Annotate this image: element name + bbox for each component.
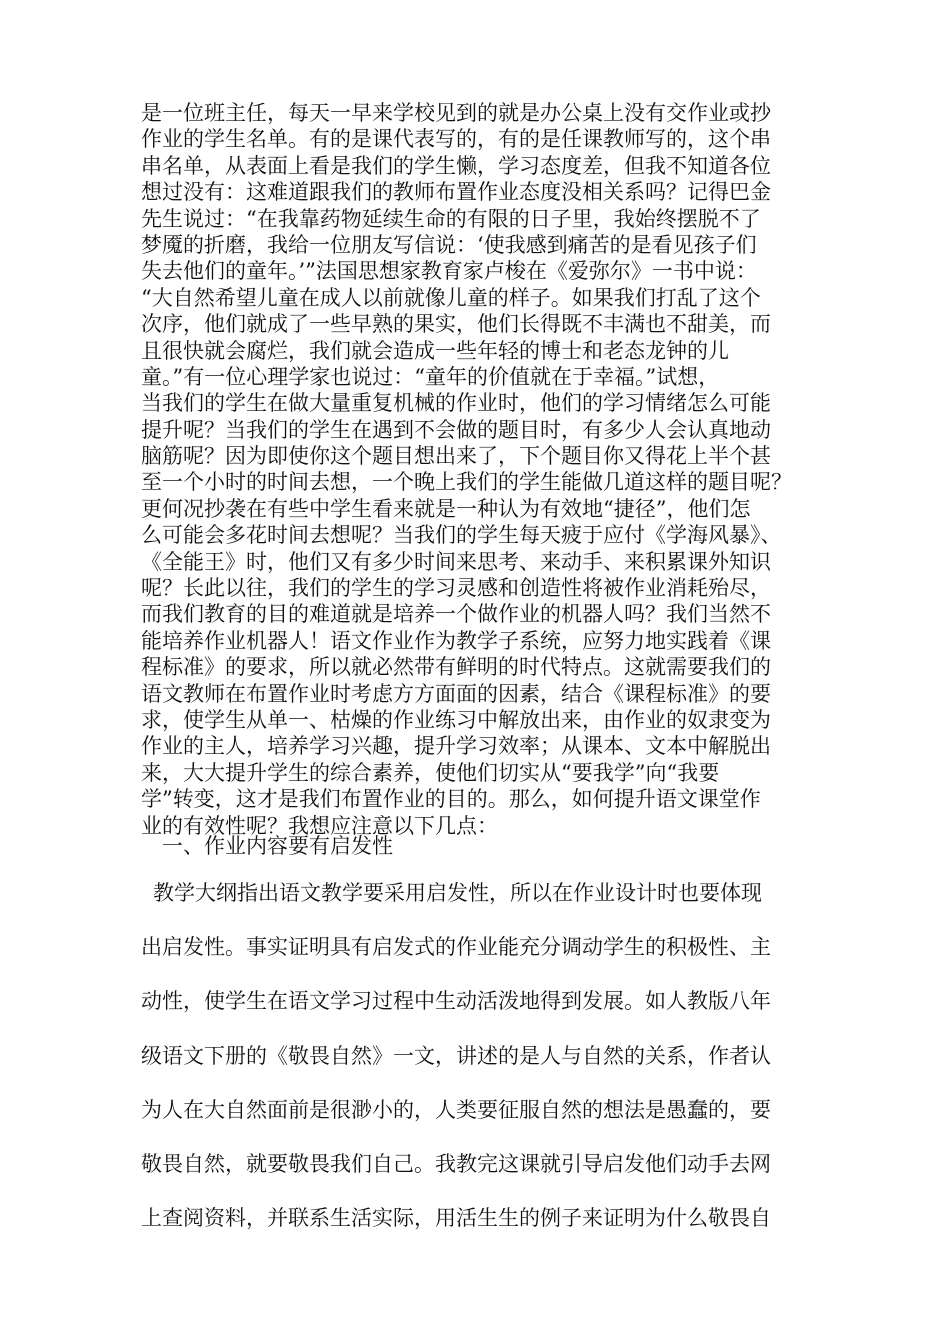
text-line: 想过没有：这难道跟我们的教师布置作业态度没相关系吗？记得巴金 [141,180,771,205]
text-line: 级语文下册的《敬畏自然》一文，讲述的是人与自然的关系，作者认 [141,1043,771,1068]
text-line: 梦魇的折磨，我给一位朋友写信说：‘使我感到痛苦的是看见孩子们 [141,232,757,257]
text-line: 上查阅资料，并联系生活实际，用活生生的例子来证明为什么敬畏自 [141,1206,771,1231]
paragraph-1 [141,100,831,839]
text-line: 业的有效性呢？我想应注意以下几点： [141,813,498,838]
text-line: 能培养作业机器人！语文作业作为教学子系统，应努力地实践着《课 [141,628,771,653]
text-line: 学”转变，这才是我们布置作业的目的。那么，如何提升语文课堂作 [141,787,761,812]
text-line: 为人在大自然面前是很渺小的，人类要征服自然的想法是愚蠢的，要 [141,1097,771,1122]
text-line: 提升呢？当我们的学生在遇到不会做的题目时，有多少人会认真地动 [141,417,771,442]
text-line: 失去他们的童年。’”法国思想家教育家卢梭在《爱弥尔》一书中说： [141,259,757,284]
text-line: 作业的学生名单。有的是课代表写的，有的是任课教师写的，这个串 [141,127,771,152]
text-line: 作业的主人，培养学习兴趣，提升学习效率；从课本、文本中解脱出 [141,734,771,759]
text-line: 当我们的学生在做大量重复机械的作业时，他们的学习情绪怎么可能 [141,391,771,416]
paragraph-2 [141,880,831,1259]
text-line: 串名单，从表面上看是我们的学生懒，学习态度差，但我不知道各位 [141,153,771,178]
text-line: 且很快就会腐烂，我们就会造成一些年轻的博士和老态龙钟的儿 [141,338,729,363]
text-line: 求，使学生从单一、枯燥的作业练习中解放出来，由作业的奴隶变为 [141,707,771,732]
text-line: 先生说过：“在我靠药物延续生命的有限的日子里，我始终摆脱不了 [141,206,761,231]
text-line: 《全能王》时，他们又有多少时间来思考、来动手、来积累课外知识 [141,549,771,574]
text-line: 教学大纲指出语文教学要采用启发性，所以在作业设计时也要体现 [153,881,762,905]
text-line: 动性，使学生在语文学习过程中生动活泼地得到发展。如人教版八年 [141,989,771,1014]
text-line: 程标准》的要求，所以就必然带有鲜明的时代特点。这就需要我们的 [141,655,771,680]
text-line: “大自然希望儿童在成人以前就像儿童的样子。如果我们打乱了这个 [141,285,761,310]
text-line: 语文教师在布置作业时考虑方方面面的因素，结合《课程标准》的要 [141,681,771,706]
text-line: 童。”有一位心理学家也说过：“童年的价值就在于幸福。”试想， [141,364,720,389]
text-line: 么可能会多花时间去想呢？当我们的学生每天疲于应付《学海风暴》、 [141,523,782,548]
text-line: 至一个小时的时间去想，一个晚上我们的学生能做几道这样的题目呢？ [141,470,792,495]
text-line: 呢？长此以往，我们的学生的学习灵感和创造性将被作业消耗殆尽， [141,576,771,601]
text-line: 来，大大提升学生的综合素养，使他们切实从“要我学”向“我要 [141,760,720,785]
text-line: 敬畏自然，就要敬畏我们自己。我教完这课就引导启发他们动手去网 [141,1151,771,1176]
section-heading: 一、作业内容要有启发性 [162,834,393,858]
text-line: 是一位班主任，每天一早来学校见到的就是办公桌上没有交作业或抄 [141,101,771,125]
text-line: 更何况抄袭在有些中学生看来就是一种认为有效地“捷径”，他们怎 [141,496,751,521]
text-line: 脑筋呢？因为即使你这个题目想出来了，下个题目你又得花上半个甚 [141,444,771,469]
text-line: 出启发性。事实证明具有启发式的作业能充分调动学生的积极性、主 [141,935,771,960]
text-line: 次序，他们就成了一些早熟的果实，他们长得既不丰满也不甜美，而 [141,312,771,337]
text-line: 而我们教育的目的难道就是培养一个做作业的机器人吗？我们当然不 [141,602,771,627]
